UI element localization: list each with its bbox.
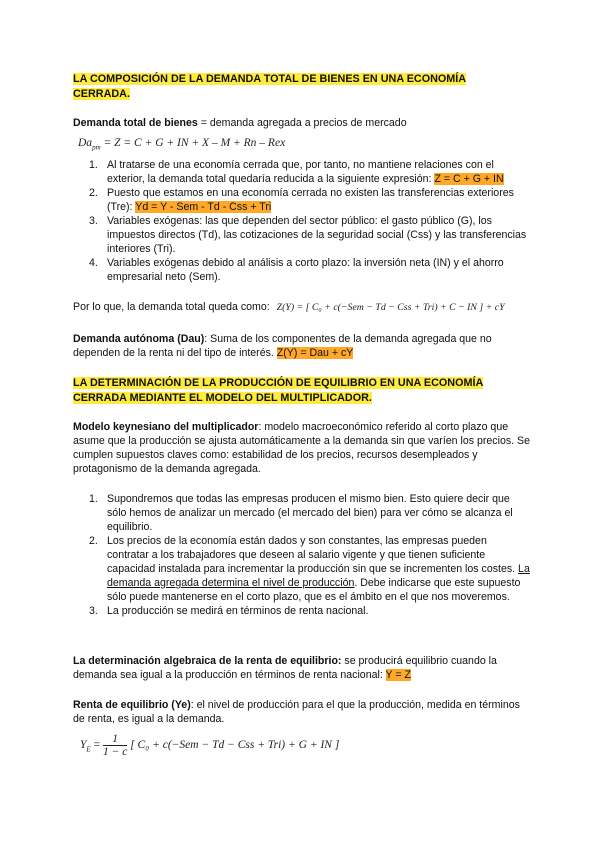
multiplier-model: Modelo keynesiano del multiplicador: modelo macroeconómico referido al corto plazo que asume que la producción se ajusta automáticamente a la demanda sin que varíen los precios. Se cumplen supuestos claves como: estabilidad de los precios, recursos desempleados y protagonismo de la demanda agregada.: [73, 421, 530, 475]
list-item: 3. La producción se medirá en términos de renta nacional.: [89, 605, 369, 617]
total-demand-line: Por lo que, la demanda total queda como: Z(Y) = [ C₀ + c(−Sem − Td − Css + Tri) + C − IN ] + cY: [73, 301, 505, 313]
algebraic-determination: La determinación algebraica de la renta de equilibrio: se producirá equilibrio cuando la demanda sea igual a la producción en términos de renta nacional: Y = Z: [73, 655, 497, 681]
section2-title: LA DETERMINACIÓN DE LA PRODUCCIÓN DE EQUILIBRIO EN UNA ECONOMÍA CERRADA MEDIANTE EL MODELO DEL MULTIPLICADOR.: [73, 377, 484, 404]
list-item: 1. Supondremos que todas las empresas producen el mismo bien. Esto quiere decir que sólo hemos de analizar un mercado (el mercado del bien) para ver cómo se alcanza el equilibrio.: [89, 493, 513, 533]
fraction: $\frac{1}{1 - c}$: [102, 732, 128, 758]
list-item: 3. Variables exógenas: las que dependen del sector público: el gasto público (G), los impuestos directos (Td), las cotizaciones de la seguridad social (Css) y las transferencias interiores (Tri).: [89, 215, 527, 255]
list-item: 2. Los precios de la economía están dados y son constantes, las empresas pueden contratar a los trabajadores que deseen al salario vigente y que tienen suficiente capacidad instalada para incrementar la producción sin que se incrementen los costes. La demanda agregada determina el nivel de producción. Debe indicarse que este supuesto sólo puede mantenerse en el corto plazo, que es el ámbito en el que nos moveremos.: [89, 535, 530, 603]
formula-equilibrium: $Y_E$ = $\frac{1}{1 - c}$ [ C₀ + c(−Sem − Td − Css + Tri) + G + IN ]: [80, 732, 340, 758]
list-item: 2. Puesto que estamos en una economía cerrada no existen las transferencias exteriores (Tre): Yd = Y - Sem - Td - Css + Tri: [89, 187, 514, 213]
equilibrium-income: Renta de equilibrio (Ye): el nivel de producción para el que la producción, medida en términos de renta, es igual a la demanda.: [73, 699, 520, 725]
list-item: 4. Variables exógenas debido al análisis a corto plazo: la inversión neta (IN) y el ahorro empresarial neto (Sem).: [89, 257, 504, 283]
assumptions-list-1: [73, 158, 531, 284]
def-term: Demanda total de bienes: [73, 117, 198, 129]
def-text: = demanda agregada a precios de mercado: [197, 117, 407, 129]
demand-definition: [73, 116, 531, 130]
list-item: 1. Al tratarse de una economía cerrada que, por tanto, no mantiene relaciones con el exterior, la demanda total quedaría reducida a la siguiente expresión: Z = C + G + IN: [89, 159, 504, 185]
formula-total-demand: Z(Y) = [ C₀ + c(−Sem − Td − Css + Tri) + C − IN ] + cY: [276, 302, 505, 313]
autonomous-demand: Demanda autónoma (Dau): Suma de los componentes de la demanda agregada que no dependen de la renta ni del tipo de interés. Z(Y) = Dau + cY: [73, 333, 492, 359]
assumptions-list-2: [73, 492, 531, 618]
section1-title: LA COMPOSICIÓN DE LA DEMANDA TOTAL DE BIENES EN UNA ECONOMÍA CERRADA.: [73, 73, 467, 100]
formula-demand: $Da_{pm} = Z = C + G$ + IN + X – M + Rn – Rex: [78, 137, 286, 152]
